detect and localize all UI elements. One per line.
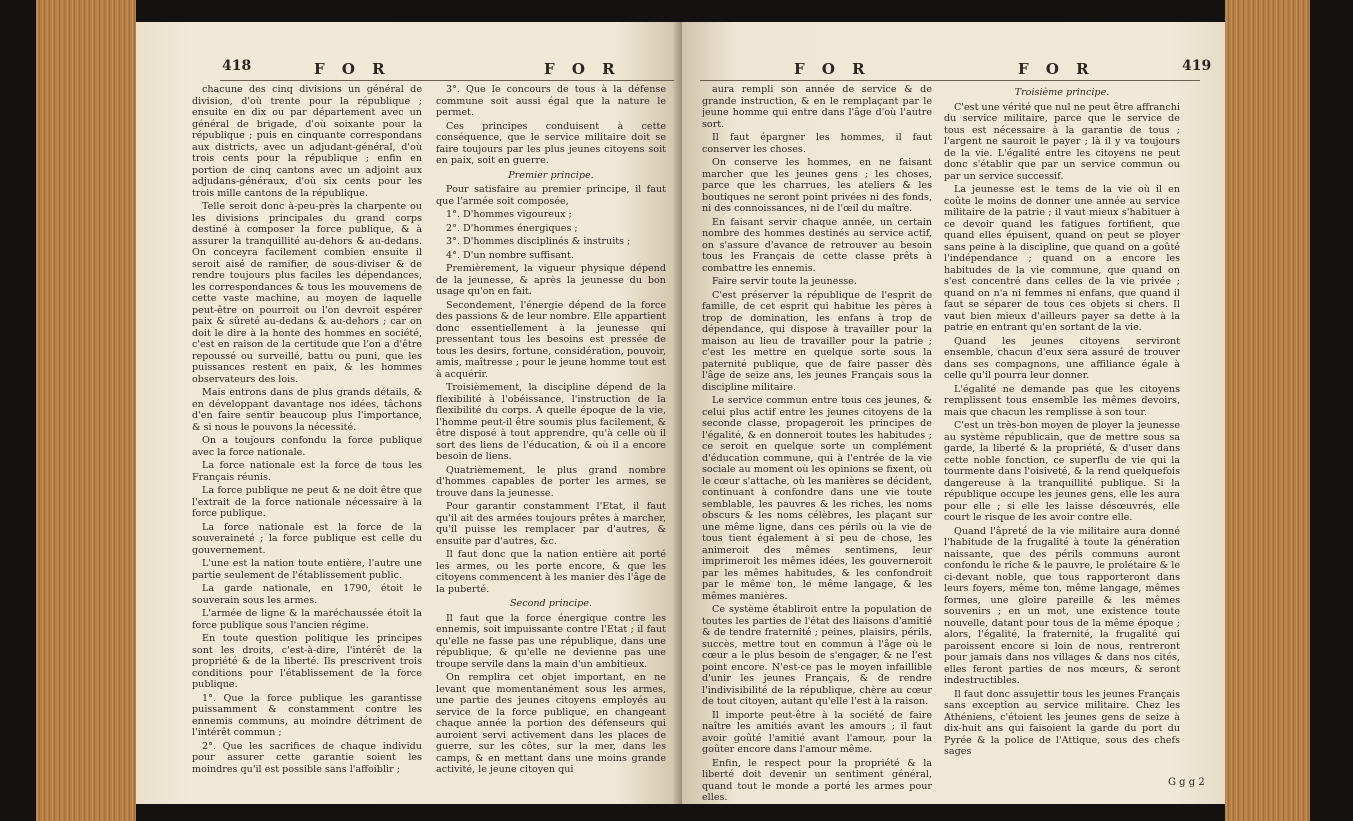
page-number-right: 419 bbox=[1182, 58, 1212, 74]
paragraph: En faisant servir chaque année, un certain nombre des hommes destinés au service actif, on s'assure d'avance de retrouver au besoin tous les Français de cette classe prêts à combattre les ennemis. bbox=[702, 216, 932, 274]
right-page-column-2 bbox=[944, 84, 1180, 804]
paragraph: La jeunesse est le tems de la vie où il en coûte le moins de donner une année au service militaire de la patrie ; il vaut mieux s'habituer à ce devoir quand les fatigues fortifient, que quand elles épuisent, quand on peut se ployer sans peine à la discipline, que quand on a goûté l'indépendance ; quand on a encore les habitudes de la vie commune, que quand on s'est concentré dans celles de la vie privée ; quand on n'a ni femmes ni enfans, que quand il faut se séparer de tous ces objets si chers. Il vaut bien mieux d'ailleurs payer sa dette à la patrie en entrant qu'en sortant de la vie. bbox=[944, 184, 1180, 333]
paragraph: Mais entrons dans de plus grands détails, & en développant davantage nos idées, tâchons d'en faire sentir beaucoup plus l'importance, & si nous le pouvons la nécessité. bbox=[192, 387, 422, 433]
paragraph: Quand l'âpreté de la vie militaire aura donné l'habitude de la frugalité à toute la génération naissante, que des périls communs auront confondu le riche & le pauvre, le prolétaire & le ci-devant noble, que tous rapporteront dans leurs foyers, même ton, même langage, mêmes formes, une gloire pareille & les mêmes souvenirs ; en un mot, une existence toute nouvelle, datant pour tous de la même époque ; alors, l'égalité, la fraternité, la frugalité qui paroissent encore si loin de nous, rentreront pour jamais dans nos villages & dans nos cités, elles feront parties de nos mœurs, & seront indestructibles. bbox=[944, 525, 1180, 686]
paragraph: 1°. Que la force publique les garantisse puissamment & constamment contre les ennemis communs, au moindre détriment de l'intérêt commun ; bbox=[192, 692, 422, 738]
paragraph: 3°. Que le concours de tous à la défense commune soit aussi égal que la nature le permet. bbox=[436, 84, 666, 118]
paragraph: Le service commun entre tous ces jeunes, & celui plus actif entre les jeunes citoyens de la seconde classe, propageroit les principes de l'égalité, & en donneroit toutes les habitudes ; ce seroit en quelque sorte un complément d'éducation commune, qui à l'entrée de la vie sociale au moment où les opinions se fixent, où le cœur s'attache, où les manières se décident, continuant à confondre dans une vie toute semblable, les pauvres & les riches, les noms obscurs & les noms célèbres, les plaçant sur une même ligne, dans ces périls où la vie de tous tient également à si peu de chose, les animeroit des mêmes sentimens, leur imprimeroit les mêmes idées, les gouverneroit par les mêmes habitudes, & les confondroit par le même ton, le même langage, & les mêmes manières. bbox=[702, 395, 932, 602]
paragraph: Second principe. bbox=[509, 598, 593, 609]
paragraph: C'est un très-bon moyen de ployer la jeunesse au système républicain, que de mettre sous sa garde, la liberté & la propriété, & d'user dans cette noble fonction, ce superflu de vie qui la tourmente dans l'oisiveté, & la rend quelquefois dangereuse à la tranquillité publique. Si la république occupe les jeunes gens, elle les aura pour elle ; si elle les laisse désœuvrés, elle court le risque de les avoir contre elle. bbox=[944, 420, 1180, 523]
paragraph: Faire servir toute la jeunesse. bbox=[712, 276, 857, 287]
paragraph: Il faut donc que la nation entière ait porté les armes, ou les porte encore, & que les citoyens commencent à les manier dès l'âge de la puberté. bbox=[436, 549, 666, 595]
paragraph: On remplira cet objet important, en ne levant que momentanément sous les armes, une partie des jeunes citoyens employés au service de la force publique, en changeant chaque année la portion des défenseurs qui auroient servi activement dans les places de guerre, sur les côtes, sur la mer, dans les camps, & en mettant dans une moins grande activité, le jeune citoyen qui bbox=[436, 672, 666, 775]
header-rule-left bbox=[220, 80, 674, 81]
paragraph: Il faut que la force énergique contre les ennemis, soit impuissante contre l'Etat ; il faut qu'elle ne fasse pas une république, dans une république, & qu'elle ne devienne pas une troupe servile dans la main d'un ambitieux. bbox=[436, 612, 666, 670]
paragraph: Il importe peut-être à la société de faire naître les amitiés avant les amours ; il faut avoir goûté l'amitié avant l'amour, pour la goûter encore dans l'amour même. bbox=[702, 709, 932, 755]
paragraph: La force publique ne peut & ne doit être que l'extrait de la force nationale nécessaire à la force publique. bbox=[192, 485, 422, 519]
paragraph: chacune des cinq divisions un général de division, d'où trente pour la république ; ensuite en dix ou par département avec un général de brigade, d'où soixante pour la république ; puis en cinquante correspondans aux districts, avec un adjudant-général, d'où trois cents pour la république ; enfin en portion de cinq cantons avec un adjoint aux adjudans-généraux, d'où six cents pour les trois mille cantons de la république. bbox=[192, 84, 422, 199]
left-page-column-1 bbox=[192, 84, 422, 804]
paragraph: 4°. D'un nombre suffisant. bbox=[446, 249, 574, 261]
running-head-left-col2: F O R bbox=[544, 60, 621, 78]
paragraph: 2°. Que les sacrifices de chaque individu pour assurer cette garantie soient les moindres qu'il est possible sans l'affoiblir ; bbox=[192, 740, 422, 775]
paragraph: 3°. D'hommes disciplinés & instruits ; bbox=[446, 236, 631, 247]
paragraph: aura rempli son année de service & de grande instruction, & en le remplaçant par le jeune homme qui entre dans l'âge d'où l'autre sort. bbox=[702, 84, 932, 130]
paragraph: En toute question politique les principes sont les droits, c'est-à-dire, l'intérêt de la propriété & de la liberté. Ils prescrivent trois conditions pour l'établissement de la force publique. bbox=[192, 633, 422, 690]
paragraph: Il faut donc assujettir tous les jeunes Français sans exception au service militaire. Chez les Athéniens, c'étoient les jeunes gens de seize à dix-huit ans qui faisoient la garde du port du Pyrée & la police de l'Attique, sous des chefs sages bbox=[944, 688, 1180, 757]
paragraph: C'est préserver la république de l'esprit de famille, de cet esprit qui habitue les pères à trop de domination, les enfans à trop de dépendance, qui dispose à travailler pour la maison au lieu de travailler pour la patrie ; c'est les mettre en quelque sorte sous la paternité publique, que de faire passer dès l'âge de seize ans, les jeunes Français sous la discipline militaire. bbox=[702, 289, 932, 393]
running-head-left-col1: F O R bbox=[314, 60, 391, 78]
running-head-right-col1: F O R bbox=[794, 60, 871, 78]
paragraph: Quatrièmement, le plus grand nombre d'hommes capables de porter les armes, se trouve dans la jeunesse. bbox=[436, 464, 666, 499]
paragraph: Pour satisfaire au premier principe, il faut que l'armée soit composée, bbox=[436, 184, 666, 207]
paragraph: Troisième principe. bbox=[1014, 87, 1110, 98]
header-rule-right bbox=[700, 80, 1200, 81]
paragraph: 2°. D'hommes énergiques ; bbox=[446, 222, 578, 234]
paragraph: Premier principe. bbox=[508, 169, 594, 181]
paragraph: On conserve les hommes, en ne faisant marcher que les jeunes gens ; les choses, parce que les charrues, les ateliers & les boutiques ne seront point privées ni des fonds, ni des connoissances, ni de l'œil du maître. bbox=[702, 157, 932, 214]
right-page-column-1 bbox=[702, 84, 932, 804]
right-page-edges bbox=[1225, 0, 1310, 821]
paragraph: L'une est la nation toute entière, l'autre une partie seulement de l'établissement public. bbox=[192, 558, 422, 581]
paragraph: La force nationale est la force de la souveraineté ; la force publique est celle du gouvernement. bbox=[192, 521, 422, 556]
paragraph: L'égalité ne demande pas que les citoyens remplissent tous ensemble les mêmes devoirs, mais que chacun les remplisse à son tour. bbox=[944, 383, 1180, 418]
paragraph: Quand les jeunes citoyens serviront ensemble, chacun d'eux sera assuré de trouver dans ses compagnons, une affiliance égale à celle qu'il pourra leur donner. bbox=[944, 335, 1180, 381]
right-page bbox=[682, 22, 1225, 804]
page-number-left: 418 bbox=[222, 58, 252, 74]
left-page-column-2 bbox=[436, 84, 666, 804]
paragraph: L'armée de ligne & la maréchaussée étoit la force publique sous l'ancien régime. bbox=[192, 608, 422, 631]
paragraph: Ces principes conduisent à cette conséquence, que le service militaire doit se faire toujours par les plus jeunes citoyens soit en paix, soit en guerre. bbox=[436, 120, 666, 166]
paragraph: Secondement, l'énergie dépend de la force des passions & de leur nombre. Elle appartient donc essentiellement à la jeunesse qui pressentant tous les besoins est pressée de tous les desirs, fortune, considération, pouvoir, amis, maîtresse ; pour le jeune homme tout est à acquérir. bbox=[436, 299, 666, 380]
left-page-edges bbox=[36, 0, 136, 821]
paragraph: Premièrement, la vigueur physique dépend de la jeunesse, & après la jeunesse du bon usage qu'on en fait. bbox=[436, 263, 666, 297]
paragraph: On a toujours confondu la force publique avec la force nationale. bbox=[192, 435, 422, 458]
paragraph: 1°. D'hommes vigoureux ; bbox=[446, 209, 572, 220]
paragraph: Il faut épargner les hommes, il faut conserver les choses. bbox=[702, 132, 932, 155]
paragraph: Ce système établiroit entre la population de toutes les parties de l'état des liaisons d'amitié & de tendre fraternité ; peines, plaisirs, périls, succès, mettre tout en commun à l'âge où le cœur a le plus besoin de s'engager, & ne l'est point encore. N'est-ce pas le moyen infaillible d'unir les jeunes Français, & de rendre l'indivisibilité de la république, chère au cœur de tout citoyen, autant qu'elle l'est à la raison. bbox=[702, 604, 932, 707]
paragraph: La force nationale est la force de tous les Français réunis. bbox=[192, 460, 422, 483]
paragraph: C'est une vérité que nul ne peut être affranchi du service militaire, parce que le service de tous est nécessaire à la garantie de tous ; l'argent ne sauroit le payer ; là il y va toujours de la vie. L'égalité entre les citoyens ne peut donc s'établir que par un service commun ou par un service successif. bbox=[944, 101, 1180, 182]
signature-mark: G g g 2 bbox=[1168, 777, 1205, 788]
paragraph: Troisièmement, la discipline dépend de la flexibilité à l'obéissance, l'instruction de la flexibilité du corps. A quelle époque de la vie, l'homme peut-il être soumis plus facilement, & être disposé à tout apprendre, qu'à celle où il sort des liens de l'éducation, & où il a encore besoin de liens. bbox=[436, 382, 666, 462]
left-page bbox=[136, 22, 682, 804]
paragraph: Pour garantir constamment l'Etat, il faut qu'il ait des armées toujours prêtes à marcher, qu'il puisse les remplacer par d'autres, & ensuite par d'autres, &c. bbox=[436, 501, 666, 547]
paragraph: La garde nationale, en 1790, étoit le souverain sous les armes. bbox=[192, 583, 422, 606]
paragraph: Telle seroit donc à-peu-près la charpente ou les divisions principales du grand corps destiné à composer la force publique, & à assurer la tranquillité au-dehors & au-dedans. On conceyra facilement combien ensuite il seroit aisé de ramifier, de sous-diviser & de rendre toujours plus faciles les dépendances, les correspondances & tous les mouvemens de cette vaste machine, au moyen de laquelle peut-être on pourroit ou l'on devroit espérer paix & sûreté au-dedans & au-dehors ; car on doit le dire à la honte des hommes en société, c'est en raison de la certitude que l'on a d'être repoussé ou surveillé, battu ou puni, que les puissances restent en paix, & les hommes observateurs des lois. bbox=[192, 201, 422, 385]
running-head-right-col2: F O R bbox=[1018, 60, 1095, 78]
paragraph: Enfin, le respect pour la propriété & la liberté doit devenir un sentiment général, quand tout le monde a porté les armes pour elles. bbox=[702, 757, 932, 803]
